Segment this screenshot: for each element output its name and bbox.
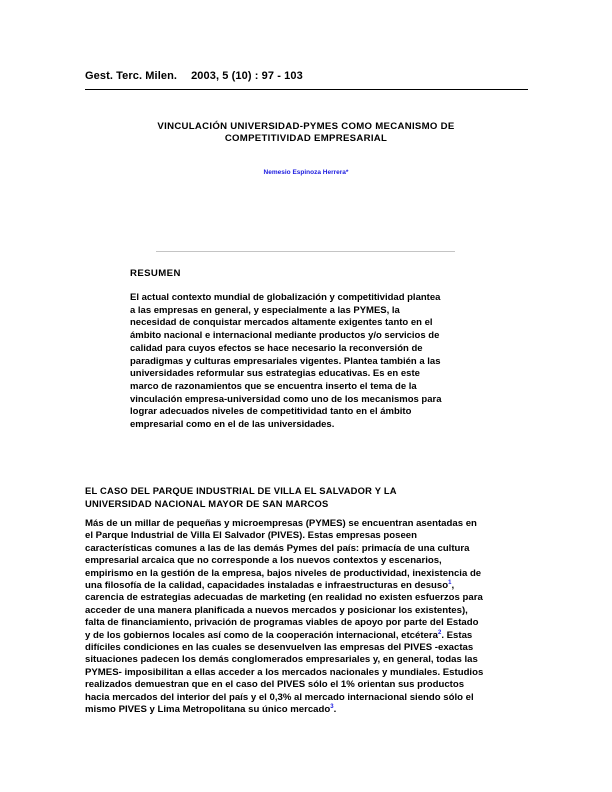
footnote-link[interactable]: 1 <box>448 579 452 586</box>
body-line <box>85 704 530 716</box>
article-title <box>120 121 492 145</box>
section-heading <box>85 485 525 510</box>
body-line <box>85 630 530 642</box>
body-line-text: acceder de una manera planificada a nuevos mercados y posicionar los existentes), <box>85 604 468 616</box>
abstract-line: marco de razonamientos que se encuentra inserto el tema de la <box>130 380 417 392</box>
title-line: COMPETITIVIDAD EMPRESARIAL <box>224 133 388 144</box>
body-line <box>85 692 530 704</box>
body-line <box>85 543 530 555</box>
header-rule <box>85 89 528 90</box>
abstract-line: paradigmas y culturas empresariales vigentes. Plantea también a las <box>130 355 441 367</box>
footnote-link[interactable]: 3 <box>330 703 334 710</box>
body-line-text: carencia de estrategias adecuadas de marketing (en realidad no existen esfuerzos para <box>85 592 483 604</box>
body-line <box>85 654 530 666</box>
body-line <box>85 617 530 629</box>
body-line-text: características comunes a las de las demás Pymes del país: primacía de una cultura <box>85 542 470 554</box>
body-line-text: falta de financiamiento, privación de programas viables de apoyo por parte del Estado <box>85 617 479 629</box>
section-heading-line: UNIVERSIDAD NACIONAL MAYOR DE SAN MARCOS <box>85 497 329 509</box>
abstract-line: vinculación empresa-universidad como uno de los mecanismos para <box>130 393 442 405</box>
body-line-text: Más de un millar de pequeñas y microempresas (PYMES) se encuentran asentadas en <box>85 518 477 529</box>
author-link[interactable]: Nemesio Espinoza Herrera* <box>263 169 349 176</box>
abstract-line: El actual contexto mundial de globalización y competitividad plantea <box>130 292 441 303</box>
abstract-line: lograr adecuados niveles de competitividad tanto en el ámbito <box>130 406 412 418</box>
abstract-text <box>130 292 480 432</box>
section-heading-line: EL CASO DEL PARQUE INDUSTRIAL DE VILLA EL SALVADOR Y LA <box>85 485 397 496</box>
body-line <box>85 679 530 691</box>
section-body <box>85 518 530 717</box>
journal-header <box>85 70 303 82</box>
body-line-text: empresarial arcaica que no corresponde a los nuevos contextos y escenarios, <box>85 555 442 567</box>
abstract-heading: RESUMEN <box>130 268 181 279</box>
body-line-text: el Parque Industrial de Villa El Salvador (PIVES). Estas empresas poseen <box>85 530 418 542</box>
title-line: VINCULACIÓN UNIVERSIDAD-PYMES COMO MECANISMO DE <box>157 121 455 132</box>
section-separator <box>156 251 455 252</box>
body-line <box>85 530 530 542</box>
body-line-text: una filosofía de la calidad, capacidades instaladas e infraestructuras en desuso <box>85 580 449 592</box>
abstract-line: calidad para cuyos efectos se hace necesario la reconversión de <box>130 342 423 354</box>
body-line <box>85 642 530 654</box>
journal-citation: 2003, 5 (10) : 97 - 103 <box>191 70 303 82</box>
body-line-text: difíciles condiciones en las cuales se desenvuelven las empresas del PIVES -exactas <box>85 642 474 654</box>
abstract-line: universidades reformular sus estrategias educativas. Es en este <box>130 368 420 380</box>
abstract-line: necesidad de conquistar mercados altamente exigentes tanto en el <box>130 317 433 329</box>
body-line <box>85 568 530 580</box>
body-line-text: mismo PIVES y Lima Metropolitana su único mercado <box>85 704 331 716</box>
body-line-tail: , <box>451 580 455 592</box>
body-line-text: realizados demuestran que en el caso del PIVES sólo el 1% orientan sus productos <box>85 679 465 691</box>
body-line-text: empirismo en la gestión de la empresa, bajos niveles de productividad, inexistencia de <box>85 567 482 579</box>
body-line <box>85 555 530 567</box>
body-line <box>85 667 530 679</box>
body-line <box>85 518 530 530</box>
abstract-line: empresarial como en el de las universidades. <box>130 419 335 431</box>
body-line <box>85 580 530 592</box>
body-line-text: PYMES- imposibilitan a ellas acceder a los mercados nacionales y mundiales. Estudios <box>85 666 484 678</box>
abstract-line: a las empresas en general, y especialmente a las PYMES, la <box>130 304 400 316</box>
body-line-tail: . Estas <box>441 629 473 641</box>
body-line-text: situaciones padecen los demás conglomerados empresariales y, en general, todas las <box>85 654 478 666</box>
footnote-link[interactable]: 2 <box>437 629 442 636</box>
body-line-tail: . <box>333 704 337 716</box>
body-line <box>85 592 530 604</box>
journal-name: Gest. Terc. Milen. <box>85 70 178 82</box>
body-line-text: hacia mercados del interior del país y el 0,3% al mercado internacional siendo sólo el <box>85 691 474 703</box>
body-line <box>85 605 530 617</box>
abstract-line: ámbito nacional e internacional mediante productos y/o servicios de <box>130 330 440 342</box>
body-line-text: y de los gobiernos locales así como de la cooperación internacional, etcétera <box>85 629 438 641</box>
